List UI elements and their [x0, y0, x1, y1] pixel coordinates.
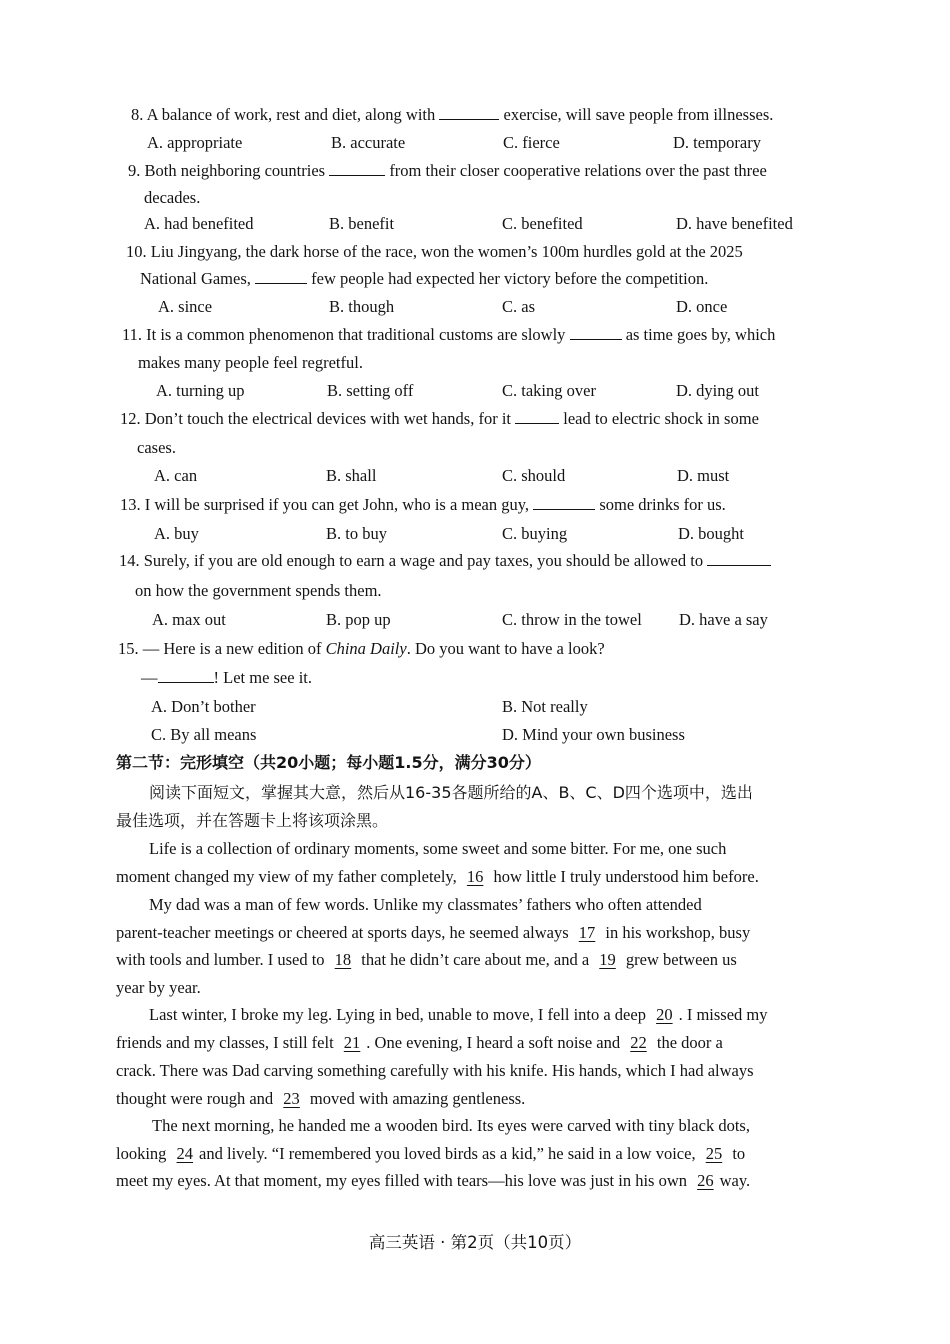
answer-blank [439, 104, 499, 120]
option-a: A. can [154, 466, 198, 485]
option-b: B. setting off [327, 381, 414, 400]
question-15-stem [118, 638, 605, 660]
question-11-stem-cont: makes many people feel regretful. [138, 353, 363, 372]
option-b: B. to buy [326, 524, 387, 543]
question-number: 12. [120, 409, 141, 428]
passage-text: way. [719, 1171, 751, 1190]
stem-text: lead to electric shock in some [563, 409, 759, 428]
passage-text: with tools and lumber. I used to [116, 950, 325, 969]
passage-text: Last winter, I broke my leg. Lying in bed, unable to move, I fell into a deep [149, 1005, 646, 1024]
option-a: A. appropriate [147, 133, 243, 152]
option-b: B. pop up [326, 610, 391, 629]
stem-text: Liu Jingyang, the dark horse of the race, won the women’s 100m hurdles gold at the 2025 [150, 242, 743, 261]
stem-text: Don’t touch the electrical devices with wet hands, for it [144, 409, 511, 428]
option-d: D. bought [678, 524, 744, 543]
passage-line: My dad was a man of few words. Unlike my classmates’ fathers who often attended [149, 895, 702, 914]
option-d: D. temporary [673, 133, 761, 152]
option-a: A. Don’t bother [151, 697, 256, 716]
stem-text: National Games, [140, 269, 251, 288]
option-d: D. must [677, 466, 730, 485]
passage-line [149, 1004, 768, 1026]
blank-25: 25 [705, 1144, 723, 1163]
passage-line [116, 1143, 745, 1165]
answer-blank [329, 160, 385, 176]
option-a: A. had benefited [144, 214, 254, 233]
question-9-stem-cont: decades. [144, 188, 201, 207]
blank-16: 16 [466, 867, 484, 886]
option-c: C. taking over [502, 381, 596, 400]
passage-text: looking [116, 1144, 167, 1163]
passage-text: and lively. “I remembered you loved birds as a kid,” he said in a low voice, [199, 1144, 696, 1163]
question-number: 9. [128, 161, 141, 180]
question-number: 11. [122, 325, 143, 344]
blank-23: 23 [283, 1089, 300, 1108]
question-11-stem [122, 324, 775, 346]
section-heading: 第二节：完形填空（共20小题；每小题1.5分，满分30分） [116, 753, 541, 772]
passage-text: . One evening, I heard a soft noise and [366, 1033, 621, 1052]
answer-blank [255, 268, 307, 284]
option-c: C. should [502, 466, 566, 485]
question-12-stem [120, 408, 759, 430]
passage-line: year by year. [116, 978, 201, 997]
stem-text: I will be surprised if you can get John, who is a mean guy, [144, 495, 530, 514]
passage-text: grew between us [625, 950, 737, 969]
blank-21: 21 [343, 1033, 361, 1052]
stem-text: some drinks for us. [599, 495, 726, 514]
section-instructions-cont: 最佳选项，并在答题卡上将该项涂黑。 [116, 811, 389, 830]
stem-text: It is a common phenomenon that traditional customs are slowly [146, 325, 566, 344]
passage-text: meet my eyes. At that moment, my eyes filled with tears—his love was just in his own [116, 1171, 687, 1190]
question-number: 10. [126, 242, 147, 261]
passage-line [116, 1088, 525, 1110]
passage-text: parent-teacher meetings or cheered at sports days, he seemed always [116, 923, 569, 942]
question-8-stem [131, 104, 773, 126]
passage-text: . I missed my [678, 1005, 768, 1024]
option-d: D. Mind your own business [502, 725, 685, 744]
passage-line [116, 949, 737, 971]
stem-text: A balance of work, rest and diet, along with [146, 105, 436, 124]
option-a: A. since [158, 297, 213, 316]
option-c: C. as [502, 297, 535, 316]
passage-text: moment changed my view of my father completely, [116, 867, 457, 886]
answer-blank [515, 408, 559, 424]
stem-text: Both neighboring countries [144, 161, 326, 180]
question-number: 14. [119, 551, 140, 570]
blank-20: 20 [656, 1005, 673, 1024]
answer-blank [158, 667, 214, 683]
passage-line: crack. There was Dad carving something carefully with his knife. His hands, which I had always [116, 1061, 754, 1080]
stem-text: exercise, will save people from illnesses. [503, 105, 774, 124]
option-a: A. max out [152, 610, 226, 629]
stem-text: . Do you want to have a look? [406, 639, 605, 658]
question-13-stem [120, 494, 726, 516]
page-footer: 高三英语 · 第2页（共10页） [368, 1233, 582, 1252]
question-number: 8. [131, 105, 144, 124]
option-b: B. accurate [331, 133, 406, 152]
option-c: C. fierce [503, 133, 560, 152]
option-c: C. By all means [151, 725, 257, 744]
passage-text: that he didn’t care about me, and a [361, 950, 590, 969]
question-14-stem [119, 550, 771, 572]
blank-17: 17 [578, 923, 596, 942]
stem-italic-title: China Daily [325, 639, 407, 658]
option-c: C. throw in the towel [502, 610, 642, 629]
option-a: A. buy [154, 524, 199, 543]
option-d: D. once [676, 297, 728, 316]
option-c: C. benefited [502, 214, 583, 233]
passage-line [116, 866, 759, 888]
passage-text: thought were rough and [116, 1089, 274, 1108]
section-instructions: 阅读下面短文，掌握其大意，然后从16-35各题所给的A、B、C、D四个选项中，选出 [149, 783, 753, 802]
question-15-reply [141, 667, 312, 689]
option-a: A. turning up [156, 381, 245, 400]
blank-26: 26 [697, 1171, 714, 1190]
blank-18: 18 [334, 950, 352, 969]
option-b: B. Not really [502, 697, 588, 716]
passage-text: in his workshop, busy [605, 923, 751, 942]
stem-text: Surely, if you are old enough to earn a wage and pay taxes, you should be allowed to [143, 551, 704, 570]
blank-24: 24 [176, 1144, 194, 1163]
blank-19: 19 [599, 950, 616, 969]
stem-text: as time goes by, which [625, 325, 776, 344]
passage-line [116, 1032, 723, 1054]
blank-22: 22 [630, 1033, 647, 1052]
question-9-stem [128, 160, 767, 182]
option-b: B. benefit [329, 214, 395, 233]
option-b: B. though [329, 297, 395, 316]
question-14-stem-cont: on how the government spends them. [135, 581, 382, 600]
stem-text: ! Let me see it. [213, 668, 313, 687]
passage-line [116, 1170, 750, 1192]
option-d: D. have a say [679, 610, 768, 629]
passage-text: how little I truly understood him before. [493, 867, 759, 886]
dash: — [141, 668, 158, 687]
question-number: 13. [120, 495, 141, 514]
stem-text: few people had expected her victory before the competition. [311, 269, 709, 288]
answer-blank [570, 324, 622, 340]
question-number: 15. [118, 639, 139, 658]
option-d: D. dying out [676, 381, 759, 400]
option-c: C. buying [502, 524, 568, 543]
question-12-stem-cont: cases. [137, 438, 176, 457]
passage-text: friends and my classes, I still felt [116, 1033, 334, 1052]
answer-blank [533, 494, 595, 510]
passage-line [116, 922, 750, 944]
option-b: B. shall [326, 466, 377, 485]
question-10-stem [126, 241, 743, 263]
passage-text: the door a [656, 1033, 723, 1052]
passage-text: moved with amazing gentleness. [309, 1089, 526, 1108]
stem-text: from their closer cooperative relations over the past three [389, 161, 767, 180]
question-10-stem-cont [140, 268, 708, 290]
option-d: D. have benefited [676, 214, 793, 233]
passage-line: Life is a collection of ordinary moments, some sweet and some bitter. For me, one such [149, 839, 727, 858]
stem-text: — Here is a new edition of [142, 639, 322, 658]
passage-text: to [732, 1144, 746, 1163]
passage-line: The next morning, he handed me a wooden bird. Its eyes were carved with tiny black dots, [152, 1116, 750, 1135]
answer-blank [707, 550, 771, 566]
